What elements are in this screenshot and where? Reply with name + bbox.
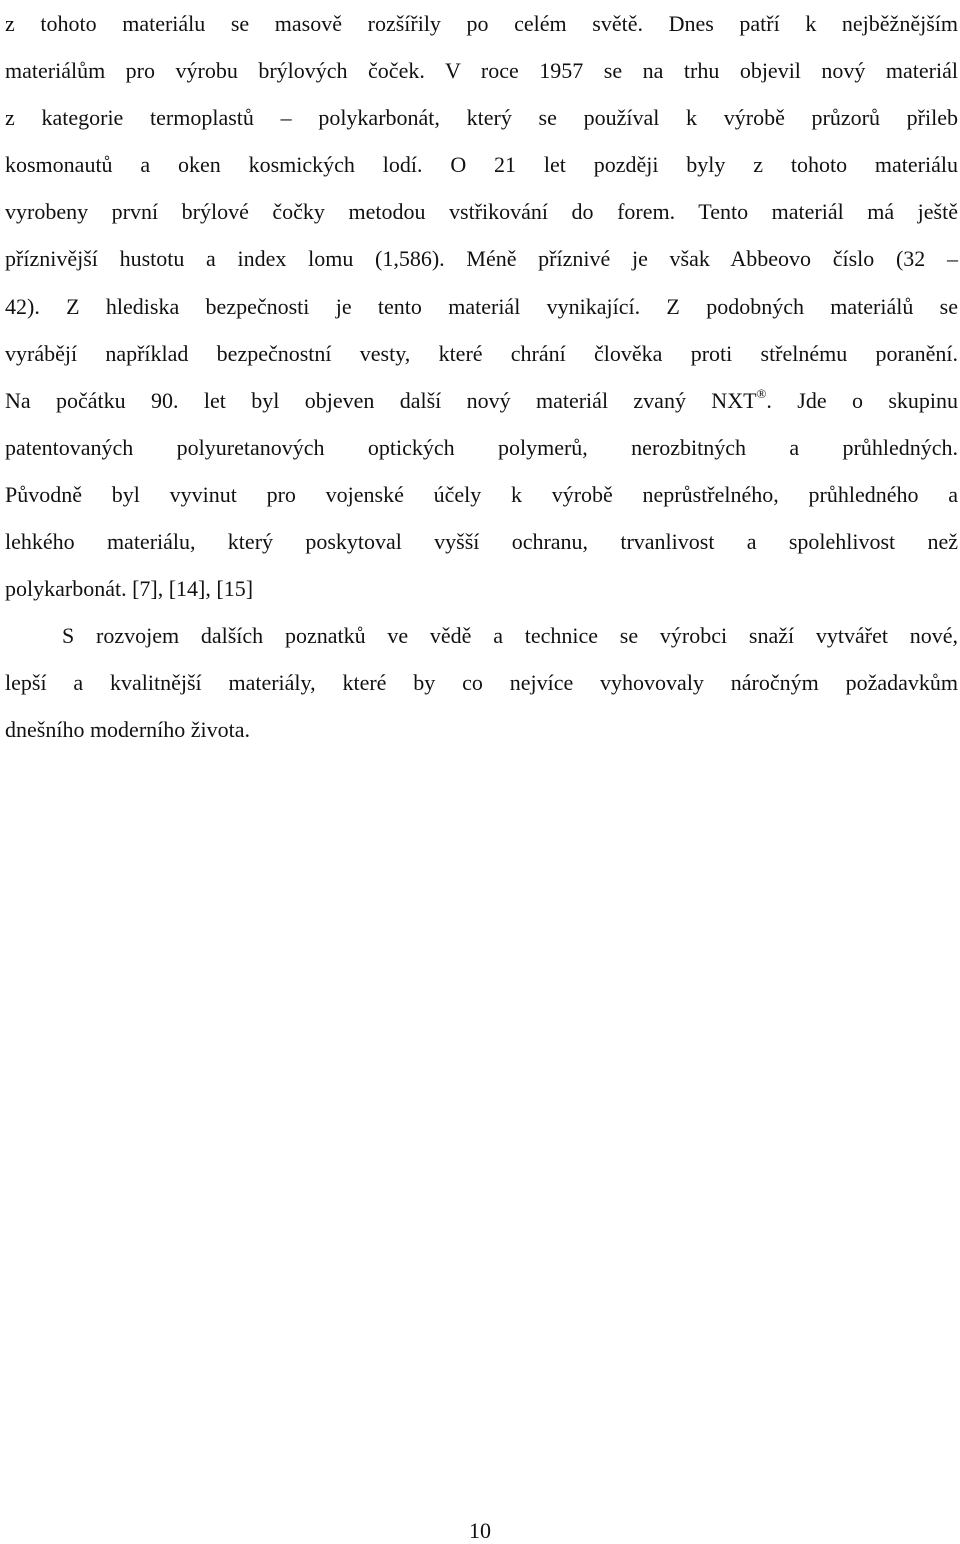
- text-line-indented: S rozvojem dalších poznatků ve vědě a technice se výrobci snaží vytvářet nové,: [62, 623, 958, 649]
- text-line: materiálům pro výrobu brýlových čoček. V roce 1957 se na trhu objevil nový materiál: [5, 58, 958, 84]
- text-line-with-trademark: [5, 377, 958, 424]
- text-line: vyrobeny první brýlové čočky metodou vstřikování do forem. Tento materiál má ještě: [5, 199, 958, 225]
- text-line: dnešního moderního života.: [5, 717, 251, 743]
- text-line: kosmonautů a oken kosmických lodí. O 21 let později byly z tohoto materiálu: [5, 152, 958, 178]
- text-line: lehkého materiálu, který poskytoval vyšší ochranu, trvanlivost a spolehlivost než: [5, 529, 958, 555]
- text-line: patentovaných polyuretanových optických polymerů, nerozbitných a průhledných.: [5, 434, 958, 460]
- text-line: lepší a kvalitnější materiály, které by co nejvíce vyhovovaly náročným požadavkům: [5, 670, 958, 696]
- text-segment: . Jde o skupinu: [766, 387, 959, 413]
- text-line: Původně byl vyvinut pro vojenské účely k výrobě neprůstřelného, průhledného a: [5, 481, 958, 507]
- document-body: [5, 0, 958, 754]
- text-line: z tohoto materiálu se masově rozšířily po celém světě. Dnes patří k nejběžnějším: [5, 11, 958, 36]
- text-line: vyrábějí například bezpečnostní vesty, které chrání člověka proti střelnému poranění.: [5, 340, 958, 366]
- text-line: z kategorie termoplastů – polykarbonát, který se používal k výrobě průzorů přileb: [5, 105, 958, 131]
- text-line: příznivější hustotu a index lomu (1,586). Méně příznivé je však Abbeovo číslo (32 –: [5, 246, 958, 272]
- text-line-citations: polykarbonát. [7], [14], [15]: [5, 576, 254, 602]
- registered-trademark-symbol: ®: [756, 385, 767, 401]
- page-number: 10: [469, 1518, 491, 1543]
- text-segment: Na počátku 90. let byl objeven další nový materiál zvaný NXT: [5, 387, 757, 413]
- text-line: 42). Z hlediska bezpečnosti je tento materiál vynikající. Z podobných materiálů se: [5, 293, 958, 319]
- paragraph-2: [5, 612, 958, 753]
- paragraph-1: [5, 0, 958, 612]
